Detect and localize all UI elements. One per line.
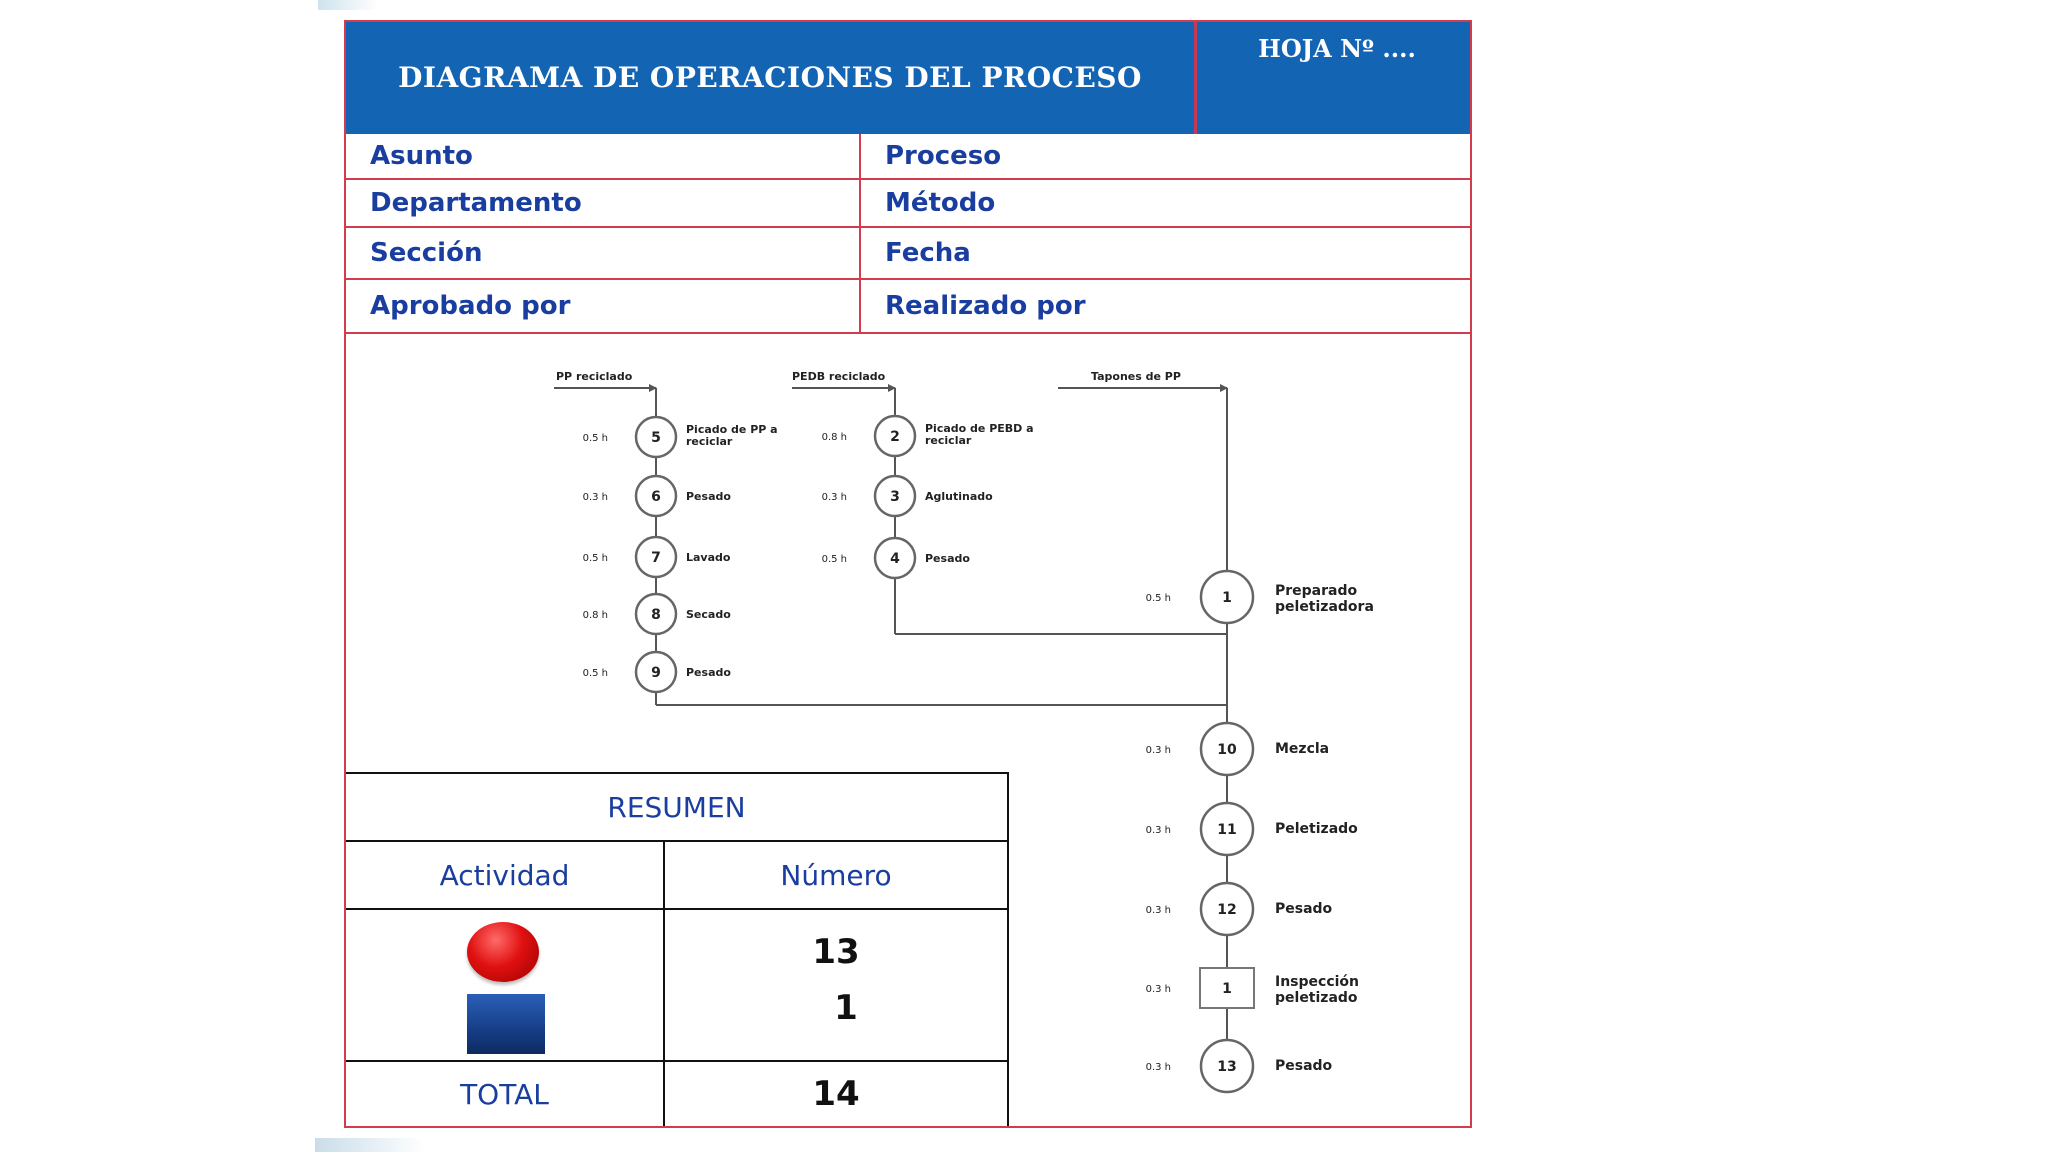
summary-total-label: TOTAL <box>346 1062 665 1126</box>
background-swoosh-bottom <box>315 1138 425 1152</box>
field-seccion: Sección <box>346 228 861 278</box>
info-row <box>346 280 1470 334</box>
operation-time-op9: 0.5 h <box>582 668 608 679</box>
input-label-pp: PP reciclado <box>556 370 633 383</box>
inspection-count: 1 <box>834 988 858 1028</box>
operation-time-op11: 0.3 h <box>1145 825 1171 836</box>
operation-label-op8: Secado <box>686 608 731 621</box>
operation-label-op5: Picado de PP a <box>686 423 778 436</box>
operation-time-insp1: 0.3 h <box>1145 984 1171 995</box>
info-row <box>346 180 1470 228</box>
info-grid <box>346 134 1470 334</box>
operation-time-op2: 0.8 h <box>821 432 847 443</box>
field-asunto: Asunto <box>346 134 861 178</box>
operation-number-op8: 8 <box>651 607 661 623</box>
field-aprobado-por: Aprobado por <box>346 280 861 332</box>
operation-number-op13: 13 <box>1217 1059 1237 1075</box>
operation-time-op7: 0.5 h <box>582 553 608 564</box>
operation-label-op2: reciclar <box>925 434 972 447</box>
operation-label-op6: Pesado <box>686 490 731 503</box>
field-departamento: Departamento <box>346 180 861 226</box>
summary-body-row <box>346 910 1007 1062</box>
operation-number-op7: 7 <box>651 550 661 566</box>
operation-number-op6: 6 <box>651 489 661 505</box>
operations-sheet <box>344 20 1472 1128</box>
operation-number-op2: 2 <box>890 429 900 445</box>
operation-label-op9: Pesado <box>686 666 731 679</box>
operation-label-insp1: peletizado <box>1275 990 1358 1006</box>
summary-counts-cell <box>665 910 1007 1060</box>
operation-number-op11: 11 <box>1217 822 1237 838</box>
operation-label-op5: reciclar <box>686 435 733 448</box>
operation-label-op13: Pesado <box>1275 1058 1333 1074</box>
input-label-pebd: PEDB reciclado <box>792 370 886 383</box>
operation-time-op8: 0.8 h <box>582 610 608 621</box>
summary-total-value: 14 <box>812 1074 860 1114</box>
operation-label-op4: Pesado <box>925 552 970 565</box>
operation-number-op5: 5 <box>651 430 661 446</box>
field-fecha: Fecha <box>885 238 971 268</box>
sheet-header <box>346 22 1470 134</box>
field-realizado-por: Realizado por <box>885 291 1086 321</box>
operation-label-insp1: Inspección <box>1275 974 1360 990</box>
summary-title: RESUMEN <box>346 774 1007 842</box>
summary-col-activity: Actividad <box>346 842 665 908</box>
operation-number-op12: 12 <box>1217 902 1237 918</box>
operation-number-insp1: 1 <box>1222 981 1232 997</box>
operation-number-op10: 10 <box>1217 742 1237 758</box>
operation-label-op11: Peletizado <box>1275 821 1358 837</box>
summary-col-number: Número <box>780 858 892 892</box>
operation-count: 13 <box>812 932 860 972</box>
summary-total-row <box>346 1062 1007 1126</box>
input-label-tapones: Tapones de PP <box>1091 370 1181 383</box>
operation-number-op3: 3 <box>890 489 900 505</box>
sheet-title: DIAGRAMA DE OPERACIONES DEL PROCESO <box>346 22 1197 134</box>
info-row <box>346 228 1470 280</box>
operation-label-op1: peletizadora <box>1275 599 1374 615</box>
sheet-number: HOJA Nº .... <box>1258 34 1416 63</box>
summary-table <box>346 772 1009 1126</box>
summary-symbols-cell <box>346 910 665 1060</box>
operation-time-op3: 0.3 h <box>821 492 847 503</box>
operation-time-op12: 0.3 h <box>1145 905 1171 916</box>
operation-label-op1: Preparado <box>1275 583 1358 599</box>
operation-time-op13: 0.3 h <box>1145 1062 1171 1073</box>
info-row <box>346 134 1470 180</box>
operation-symbol-icon <box>467 922 539 982</box>
operation-label-op10: Mezcla <box>1275 741 1330 757</box>
field-proceso: Proceso <box>885 141 1002 171</box>
background-swoosh-top <box>318 0 378 10</box>
operation-number-op4: 4 <box>890 551 900 567</box>
operation-time-op10: 0.3 h <box>1145 745 1171 756</box>
operation-label-op12: Pesado <box>1275 901 1333 917</box>
operation-number-op1: 1 <box>1222 590 1232 606</box>
summary-header-row <box>346 842 1007 910</box>
field-metodo: Método <box>885 188 996 218</box>
operation-number-op9: 9 <box>651 665 661 681</box>
operation-label-op7: Lavado <box>686 551 731 564</box>
operation-label-op2: Picado de PEBD a <box>925 422 1034 435</box>
operation-time-op1: 0.5 h <box>1145 593 1171 604</box>
operation-time-op5: 0.5 h <box>582 433 608 444</box>
operation-time-op6: 0.3 h <box>582 492 608 503</box>
operation-label-op3: Aglutinado <box>925 490 993 503</box>
inspection-symbol-icon <box>467 994 545 1054</box>
operation-time-op4: 0.5 h <box>821 554 847 565</box>
